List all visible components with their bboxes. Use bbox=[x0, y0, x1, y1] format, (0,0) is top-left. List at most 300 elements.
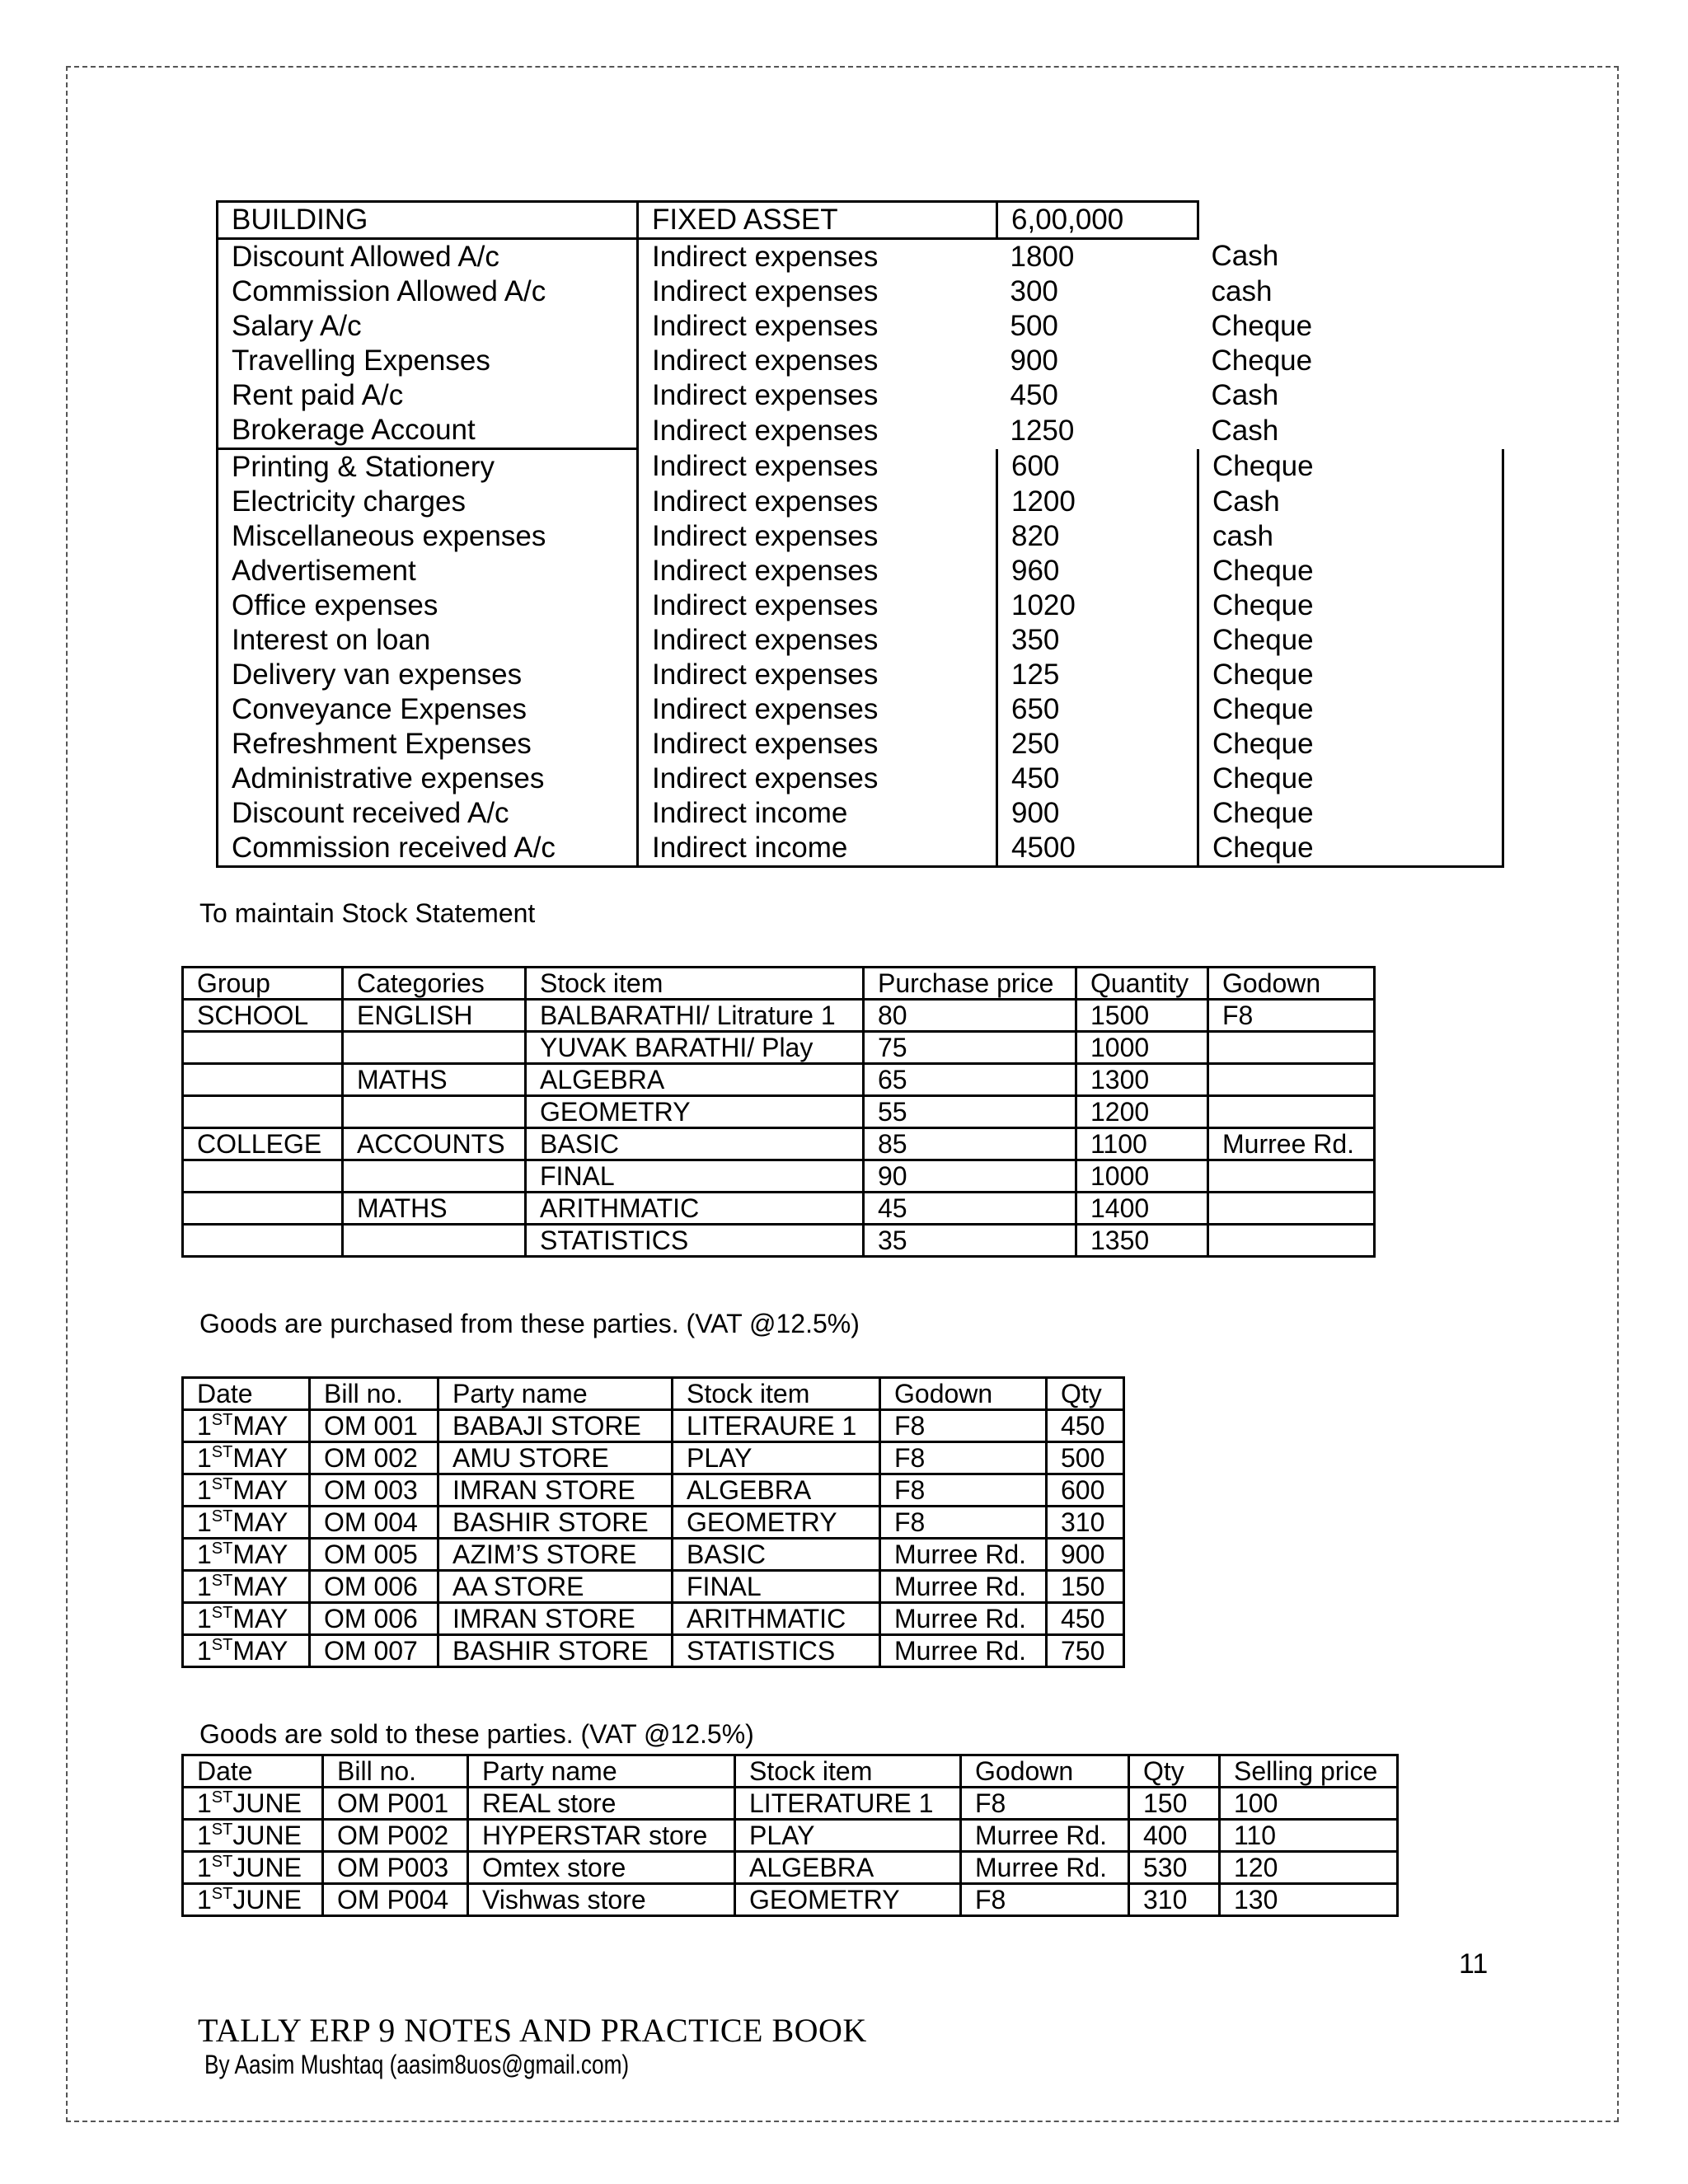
stock-table bbox=[181, 966, 1376, 1258]
date-day: 1 bbox=[197, 1788, 212, 1818]
footer-author: By Aasim Mushtaq (aasim8uos@gmail.com) bbox=[204, 2050, 630, 2079]
date-ordinal: ST bbox=[211, 1411, 233, 1429]
date-month: MAY bbox=[232, 1507, 288, 1537]
ledger-cell: Cheque bbox=[1198, 727, 1503, 762]
ledger-table bbox=[216, 200, 1504, 868]
date-cell bbox=[183, 1603, 310, 1635]
date-cell bbox=[183, 1442, 310, 1474]
ledger-cell: Delivery van expenses bbox=[218, 658, 638, 692]
table-cell: AA STORE bbox=[438, 1571, 673, 1603]
date-ordinal: ST bbox=[211, 1853, 233, 1871]
ledger-cell: Printing & Stationery bbox=[218, 449, 638, 485]
table-cell: GEOMETRY bbox=[735, 1884, 961, 1916]
ledger-cell: Brokerage Account bbox=[218, 413, 638, 449]
table-cell: BABAJI STORE bbox=[438, 1410, 673, 1442]
table-row bbox=[183, 1852, 1398, 1884]
column-header: Godown bbox=[880, 1378, 1047, 1410]
table-header-row bbox=[183, 1755, 1398, 1788]
table-row bbox=[183, 1160, 1375, 1193]
table-row bbox=[183, 1064, 1375, 1096]
table-row bbox=[218, 658, 1503, 692]
table-cell: ENGLISH bbox=[343, 1000, 526, 1032]
table-cell: 1500 bbox=[1076, 1000, 1208, 1032]
table-cell: ARITHMATIC bbox=[673, 1603, 880, 1635]
date-month: MAY bbox=[232, 1572, 288, 1601]
table-row bbox=[218, 831, 1503, 867]
table-cell: 310 bbox=[1129, 1884, 1220, 1916]
ledger-cell: Cheque bbox=[1211, 310, 1313, 342]
table-row bbox=[218, 623, 1503, 658]
ledger-cell: 650 bbox=[997, 692, 1198, 727]
table-cell: 45 bbox=[864, 1193, 1076, 1225]
table-cell: 530 bbox=[1129, 1852, 1220, 1884]
table-cell: 1000 bbox=[1076, 1032, 1208, 1064]
table-cell: 90 bbox=[864, 1160, 1076, 1193]
ledger-cell: Indirect expenses bbox=[652, 520, 879, 552]
column-header: Stock item bbox=[673, 1378, 880, 1410]
table-row bbox=[183, 1128, 1375, 1160]
table-cell: Murree Rd. bbox=[880, 1603, 1047, 1635]
table-cell: BASIC bbox=[673, 1539, 880, 1571]
table-cell: YUVAK BARATHI/ Play bbox=[526, 1032, 864, 1064]
table-cell bbox=[343, 1225, 526, 1257]
date-month: JUNE bbox=[232, 1821, 302, 1850]
date-ordinal: ST bbox=[211, 1821, 233, 1839]
ledger-cell: Indirect expenses bbox=[652, 275, 879, 307]
table-cell: FINAL bbox=[673, 1571, 880, 1603]
date-month: MAY bbox=[232, 1636, 288, 1666]
date-day: 1 bbox=[197, 1507, 212, 1537]
date-day: 1 bbox=[197, 1540, 212, 1569]
table-cell: OM P003 bbox=[323, 1852, 468, 1884]
ledger-cell: BUILDING bbox=[218, 202, 638, 239]
table-cell: F8 bbox=[880, 1507, 1047, 1539]
column-header: Quantity bbox=[1076, 968, 1208, 1000]
date-ordinal: ST bbox=[211, 1507, 233, 1526]
table-cell: IMRAN STORE bbox=[438, 1603, 673, 1635]
table-cell: OM P002 bbox=[323, 1820, 468, 1852]
column-header: Party name bbox=[468, 1755, 735, 1788]
table-cell bbox=[183, 1193, 343, 1225]
ledger-cell: 600 bbox=[997, 449, 1198, 485]
ledger-cell: 1020 bbox=[997, 588, 1198, 623]
table-row bbox=[183, 1442, 1124, 1474]
ledger-cell: Advertisement bbox=[218, 554, 638, 588]
column-header: Group bbox=[183, 968, 343, 1000]
table-row bbox=[183, 1507, 1124, 1539]
table-cell: Murree Rd. bbox=[880, 1635, 1047, 1667]
ledger-cell: Cheque bbox=[1198, 449, 1503, 485]
table-cell: 35 bbox=[864, 1225, 1076, 1257]
date-month: JUNE bbox=[232, 1885, 302, 1915]
ledger-cell: Commission received A/c bbox=[218, 831, 638, 867]
date-cell bbox=[183, 1539, 310, 1571]
ledger-cell: Indirect expenses bbox=[652, 728, 879, 760]
column-header: Godown bbox=[961, 1755, 1129, 1788]
table-row bbox=[183, 1788, 1398, 1820]
table-cell: 1350 bbox=[1076, 1225, 1208, 1257]
table-cell: Murree Rd. bbox=[880, 1571, 1047, 1603]
footer-title: TALLY ERP 9 NOTES AND PRACTICE BOOK bbox=[198, 2012, 867, 2049]
table-cell: Murree Rd. bbox=[880, 1539, 1047, 1571]
ledger-cell: Cheque bbox=[1198, 762, 1503, 796]
table-cell: BASHIR STORE bbox=[438, 1507, 673, 1539]
date-cell bbox=[183, 1474, 310, 1507]
ledger-cell: Cheque bbox=[1198, 658, 1503, 692]
table-cell: Murree Rd. bbox=[961, 1852, 1129, 1884]
ledger-cell: Indirect expenses bbox=[652, 241, 879, 273]
ledger-cell: Indirect expenses bbox=[652, 379, 879, 411]
ledger-cell: 6,00,000 bbox=[997, 202, 1198, 239]
table-row bbox=[183, 1410, 1124, 1442]
table-cell: 65 bbox=[864, 1064, 1076, 1096]
table-cell: F8 bbox=[1208, 1000, 1375, 1032]
date-ordinal: ST bbox=[211, 1636, 233, 1654]
ledger-cell: 900 bbox=[997, 796, 1198, 831]
table-row bbox=[183, 1474, 1124, 1507]
ledger-cell: Cash bbox=[1211, 379, 1279, 411]
table-cell: ALGEBRA bbox=[735, 1852, 961, 1884]
table-cell bbox=[343, 1096, 526, 1128]
table-cell: Omtex store bbox=[468, 1852, 735, 1884]
table-row bbox=[218, 309, 1503, 344]
table-cell: BALBARATHI/ Litrature 1 bbox=[526, 1000, 864, 1032]
date-day: 1 bbox=[197, 1572, 212, 1601]
ledger-cell: Administrative expenses bbox=[218, 762, 638, 796]
ledger-cell: cash bbox=[1211, 275, 1273, 307]
ledger-cell: Interest on loan bbox=[218, 623, 638, 658]
stock-caption: To maintain Stock Statement bbox=[199, 898, 536, 928]
date-cell bbox=[183, 1820, 323, 1852]
table-cell: 85 bbox=[864, 1128, 1076, 1160]
table-cell: OM 006 bbox=[310, 1571, 438, 1603]
table-row bbox=[183, 1032, 1375, 1064]
table-cell: 80 bbox=[864, 1000, 1076, 1032]
date-cell bbox=[183, 1884, 323, 1916]
table-cell: SCHOOL bbox=[183, 1000, 343, 1032]
table-cell: PLAY bbox=[735, 1820, 961, 1852]
date-cell bbox=[183, 1635, 310, 1667]
table-cell: OM 001 bbox=[310, 1410, 438, 1442]
table-cell: Murree Rd. bbox=[961, 1820, 1129, 1852]
table-row bbox=[183, 1603, 1124, 1635]
table-cell bbox=[1208, 1064, 1375, 1096]
table-header-row bbox=[183, 968, 1375, 1000]
ledger-cell: Rent paid A/c bbox=[218, 378, 638, 413]
table-row bbox=[218, 239, 1503, 275]
table-cell: OM 004 bbox=[310, 1507, 438, 1539]
ledger-cell: Cheque bbox=[1198, 623, 1503, 658]
ledger-cell: 500 bbox=[1010, 310, 1058, 342]
ledger-cell: Indirect expenses bbox=[652, 624, 879, 656]
ledger-cell: Discount Allowed A/c bbox=[218, 239, 638, 275]
date-cell bbox=[183, 1571, 310, 1603]
table-row bbox=[183, 1225, 1375, 1257]
table-cell: LITERAURE 1 bbox=[673, 1410, 880, 1442]
date-day: 1 bbox=[197, 1853, 212, 1882]
ledger-cell: Electricity charges bbox=[218, 485, 638, 519]
table-cell bbox=[343, 1160, 526, 1193]
table-cell: 750 bbox=[1047, 1635, 1124, 1667]
table-cell: ALGEBRA bbox=[526, 1064, 864, 1096]
table-cell: OM 002 bbox=[310, 1442, 438, 1474]
ledger-cell: Miscellaneous expenses bbox=[218, 519, 638, 554]
table-cell: IMRAN STORE bbox=[438, 1474, 673, 1507]
ledger-cell: Indirect expenses bbox=[652, 485, 879, 518]
ledger-cell: 960 bbox=[997, 554, 1198, 588]
date-month: MAY bbox=[232, 1540, 288, 1569]
ledger-cell: 820 bbox=[997, 519, 1198, 554]
page-number: 11 bbox=[1459, 1948, 1489, 1980]
column-header: Purchase price bbox=[864, 968, 1076, 1000]
table-cell: PLAY bbox=[673, 1442, 880, 1474]
column-header: Date bbox=[183, 1378, 310, 1410]
table-cell: Murree Rd. bbox=[1208, 1128, 1375, 1160]
table-cell: STATISTICS bbox=[673, 1635, 880, 1667]
ledger-cell: Refreshment Expenses bbox=[218, 727, 638, 762]
table-cell: 1100 bbox=[1076, 1128, 1208, 1160]
table-cell: BASIC bbox=[526, 1128, 864, 1160]
table-cell: 1300 bbox=[1076, 1064, 1208, 1096]
date-day: 1 bbox=[197, 1604, 212, 1633]
ledger-cell: FIXED ASSET bbox=[638, 202, 997, 239]
table-row bbox=[183, 1884, 1398, 1916]
column-header: Selling price bbox=[1220, 1755, 1398, 1788]
ledger-cell: Discount received A/c bbox=[218, 796, 638, 831]
ledger-cell: Conveyance Expenses bbox=[218, 692, 638, 727]
table-row bbox=[218, 378, 1503, 413]
ledger-cell: 4500 bbox=[997, 831, 1198, 867]
table-cell: 600 bbox=[1047, 1474, 1124, 1507]
table-cell: 310 bbox=[1047, 1507, 1124, 1539]
column-header: Party name bbox=[438, 1378, 673, 1410]
table-row bbox=[218, 588, 1503, 623]
date-ordinal: ST bbox=[211, 1572, 233, 1590]
ledger-cell: 250 bbox=[997, 727, 1198, 762]
sales-caption: Goods are sold to these parties. (VAT @12.5%) bbox=[199, 1719, 754, 1749]
table-cell: 400 bbox=[1129, 1820, 1220, 1852]
date-ordinal: ST bbox=[211, 1885, 233, 1903]
table-cell: ALGEBRA bbox=[673, 1474, 880, 1507]
table-cell: COLLEGE bbox=[183, 1128, 343, 1160]
ledger-cell: Cheque bbox=[1198, 692, 1503, 727]
ledger-cell: Office expenses bbox=[218, 588, 638, 623]
table-row bbox=[183, 1635, 1124, 1667]
table-cell: OM P001 bbox=[323, 1788, 468, 1820]
table-row bbox=[218, 413, 1503, 449]
ledger-cell: Indirect expenses bbox=[652, 450, 879, 483]
column-header: Godown bbox=[1208, 968, 1375, 1000]
table-cell: REAL store bbox=[468, 1788, 735, 1820]
date-day: 1 bbox=[197, 1475, 212, 1505]
table-cell: GEOMETRY bbox=[673, 1507, 880, 1539]
table-cell: ACCOUNTS bbox=[343, 1128, 526, 1160]
table-cell: 900 bbox=[1047, 1539, 1124, 1571]
date-ordinal: ST bbox=[211, 1788, 233, 1807]
table-row bbox=[218, 762, 1503, 796]
purchases-caption: Goods are purchased from these parties. (VAT @12.5%) bbox=[199, 1309, 860, 1338]
ledger-cell: Commission Allowed A/c bbox=[218, 274, 638, 309]
table-cell: MATHS bbox=[343, 1193, 526, 1225]
table-cell: 130 bbox=[1220, 1884, 1398, 1916]
table-cell: F8 bbox=[880, 1442, 1047, 1474]
ledger-cell: Indirect expenses bbox=[652, 555, 879, 587]
ledger-cell: Indirect expenses bbox=[652, 658, 879, 691]
ledger-cell: Indirect expenses bbox=[652, 589, 879, 621]
ledger-cell: 450 bbox=[997, 762, 1198, 796]
ledger-cell: Cash bbox=[1211, 240, 1279, 273]
table-cell: F8 bbox=[961, 1884, 1129, 1916]
column-header: Bill no. bbox=[310, 1378, 438, 1410]
table-cell: 1200 bbox=[1076, 1096, 1208, 1128]
table-row bbox=[183, 1571, 1124, 1603]
date-ordinal: ST bbox=[211, 1475, 233, 1493]
column-header: Stock item bbox=[526, 968, 864, 1000]
ledger-cell: 1800 bbox=[1010, 241, 1075, 273]
table-cell: MATHS bbox=[343, 1064, 526, 1096]
ledger-cell: Cash bbox=[1198, 485, 1503, 519]
date-ordinal: ST bbox=[211, 1540, 233, 1558]
table-cell bbox=[183, 1032, 343, 1064]
ledger-cell bbox=[1198, 202, 1503, 239]
table-header-row bbox=[183, 1378, 1124, 1410]
date-ordinal: ST bbox=[211, 1604, 233, 1622]
table-cell: F8 bbox=[880, 1410, 1047, 1442]
table-cell bbox=[1208, 1160, 1375, 1193]
table-row bbox=[218, 274, 1503, 309]
ledger-cell: Indirect expenses bbox=[652, 414, 879, 447]
table-cell: OM 007 bbox=[310, 1635, 438, 1667]
table-cell: FINAL bbox=[526, 1160, 864, 1193]
table-row bbox=[218, 796, 1503, 831]
table-cell: 100 bbox=[1220, 1788, 1398, 1820]
table-cell bbox=[1208, 1032, 1375, 1064]
ledger-cell: Cheque bbox=[1198, 554, 1503, 588]
ledger-cell: Indirect expenses bbox=[652, 693, 879, 725]
table-cell: 110 bbox=[1220, 1820, 1398, 1852]
date-month: MAY bbox=[232, 1475, 288, 1505]
date-cell bbox=[183, 1788, 323, 1820]
table-cell: AMU STORE bbox=[438, 1442, 673, 1474]
table-row bbox=[183, 1820, 1398, 1852]
date-day: 1 bbox=[197, 1821, 212, 1850]
ledger-cell: Indirect expenses bbox=[652, 762, 879, 794]
date-month: MAY bbox=[232, 1411, 288, 1441]
table-cell: AZIM’S STORE bbox=[438, 1539, 673, 1571]
date-month: JUNE bbox=[232, 1788, 302, 1818]
ledger-cell: 450 bbox=[1010, 379, 1058, 411]
column-header: Bill no. bbox=[323, 1755, 468, 1788]
ledger-cell: 350 bbox=[997, 623, 1198, 658]
table-cell: BASHIR STORE bbox=[438, 1635, 673, 1667]
date-cell bbox=[183, 1410, 310, 1442]
table-row bbox=[218, 727, 1503, 762]
table-row bbox=[218, 692, 1503, 727]
ledger-cell: Cheque bbox=[1198, 588, 1503, 623]
table-row bbox=[218, 485, 1503, 519]
table-cell: 1000 bbox=[1076, 1160, 1208, 1193]
table-cell: GEOMETRY bbox=[526, 1096, 864, 1128]
ledger-cell: Travelling Expenses bbox=[218, 344, 638, 378]
table-cell: 120 bbox=[1220, 1852, 1398, 1884]
column-header: Date bbox=[183, 1755, 323, 1788]
table-cell: 450 bbox=[1047, 1603, 1124, 1635]
table-cell bbox=[1208, 1096, 1375, 1128]
date-day: 1 bbox=[197, 1411, 212, 1441]
date-cell bbox=[183, 1852, 323, 1884]
ledger-cell: 900 bbox=[1010, 344, 1058, 377]
table-row bbox=[183, 1000, 1375, 1032]
table-cell: 1400 bbox=[1076, 1193, 1208, 1225]
table-row bbox=[183, 1096, 1375, 1128]
table-cell: OM 005 bbox=[310, 1539, 438, 1571]
table-cell: OM P004 bbox=[323, 1884, 468, 1916]
table-row bbox=[218, 554, 1503, 588]
ledger-cell: Cheque bbox=[1211, 344, 1313, 377]
sales-table bbox=[181, 1754, 1399, 1917]
column-header: Stock item bbox=[735, 1755, 961, 1788]
table-cell bbox=[1208, 1225, 1375, 1257]
table-cell: ARITHMATIC bbox=[526, 1193, 864, 1225]
ledger-cell: 125 bbox=[997, 658, 1198, 692]
table-cell bbox=[183, 1064, 343, 1096]
table-cell bbox=[183, 1096, 343, 1128]
ledger-cell: Salary A/c bbox=[218, 309, 638, 344]
table-cell: 450 bbox=[1047, 1410, 1124, 1442]
table-cell bbox=[183, 1225, 343, 1257]
date-cell bbox=[183, 1507, 310, 1539]
table-cell: STATISTICS bbox=[526, 1225, 864, 1257]
ledger-cell: cash bbox=[1198, 519, 1503, 554]
ledger-cell: 1200 bbox=[997, 485, 1198, 519]
table-row bbox=[218, 449, 1503, 485]
table-cell: OM 003 bbox=[310, 1474, 438, 1507]
table-row bbox=[218, 344, 1503, 378]
ledger-cell: Indirect income bbox=[652, 797, 848, 829]
table-row bbox=[183, 1539, 1124, 1571]
column-header: Categories bbox=[343, 968, 526, 1000]
table-cell: 55 bbox=[864, 1096, 1076, 1128]
table-cell: F8 bbox=[880, 1474, 1047, 1507]
table-row bbox=[218, 202, 1503, 239]
ledger-cell: Cheque bbox=[1198, 831, 1503, 867]
date-month: JUNE bbox=[232, 1853, 302, 1882]
column-header: Qty bbox=[1129, 1755, 1220, 1788]
ledger-cell: 300 bbox=[1010, 275, 1058, 307]
column-header: Qty bbox=[1047, 1378, 1124, 1410]
date-month: MAY bbox=[232, 1604, 288, 1633]
ledger-cell: Cash bbox=[1211, 414, 1279, 447]
table-cell bbox=[183, 1160, 343, 1193]
table-cell: OM 006 bbox=[310, 1603, 438, 1635]
table-cell: Vishwas store bbox=[468, 1884, 735, 1916]
ledger-cell: 1250 bbox=[1010, 414, 1075, 447]
ledger-cell: Indirect expenses bbox=[652, 344, 879, 377]
date-day: 1 bbox=[197, 1443, 212, 1473]
table-cell bbox=[1208, 1193, 1375, 1225]
table-cell bbox=[343, 1032, 526, 1064]
date-month: MAY bbox=[232, 1443, 288, 1473]
date-day: 1 bbox=[197, 1636, 212, 1666]
table-row bbox=[218, 519, 1503, 554]
table-cell: 500 bbox=[1047, 1442, 1124, 1474]
table-cell: F8 bbox=[961, 1788, 1129, 1820]
ledger-cell: Cheque bbox=[1198, 796, 1503, 831]
table-cell: 150 bbox=[1129, 1788, 1220, 1820]
ledger-cell: Indirect income bbox=[638, 831, 997, 867]
table-row bbox=[183, 1193, 1375, 1225]
date-ordinal: ST bbox=[211, 1443, 233, 1461]
